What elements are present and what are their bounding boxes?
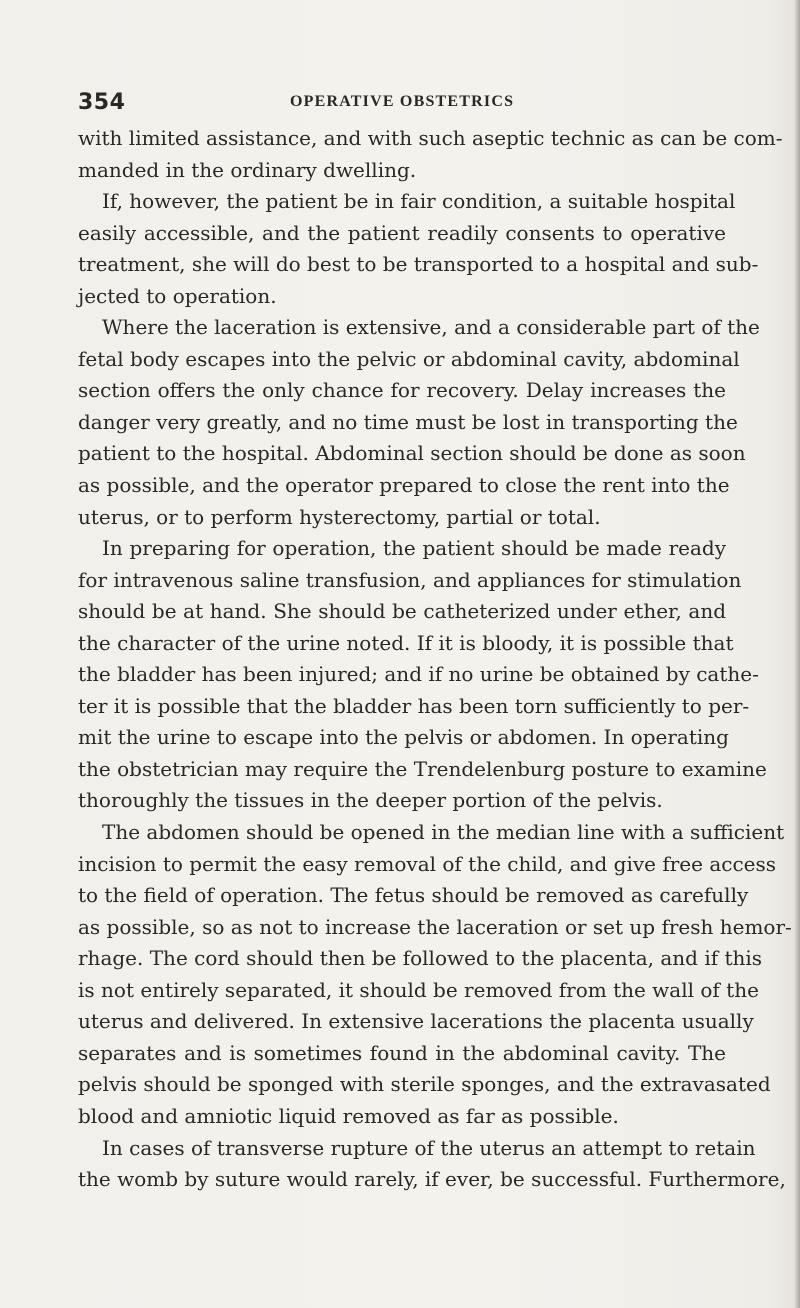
text-line: the obstetrician may require the Trendelenburg posture to examine — [78, 756, 767, 781]
text-line: patient to the hospital. Abdominal section should be done as soon — [78, 441, 746, 466]
text-line: If, however, the patient be in fair condition, a suitable hospital — [102, 189, 736, 214]
text-line: easily accessible, and the patient readily consents to operative — [78, 220, 726, 245]
text-line: ter it is possible that the bladder has been torn sufficiently to per- — [78, 693, 750, 718]
text-line: as possible, and the operator prepared to close the rent into the — [78, 473, 730, 498]
text-line: the character of the urine noted. If it is bloody, it is possible that — [78, 630, 734, 655]
text-line: mit the urine to escape into the pelvis or abdomen. In operating — [78, 725, 729, 750]
text-line: rhage. The cord should then be followed to the placenta, and if this — [78, 946, 763, 971]
text-line: should be at hand. She should be catheterized under ether, and — [78, 599, 726, 624]
text-line: In preparing for operation, the patient should be made ready — [102, 536, 726, 561]
text-line: uterus, or to perform hysterectomy, partial or total. — [78, 504, 601, 529]
text-line: section offers the only chance for recovery. Delay increases the — [78, 378, 726, 403]
text-line: danger very greatly, and no time must be lost in transporting the — [78, 409, 738, 434]
text-line: for intravenous saline transfusion, and appliances for stimulation — [78, 567, 742, 592]
text-line: The abdomen should be opened in the median line with a sufficient — [102, 820, 785, 845]
page-header — [78, 90, 726, 118]
text-line: blood and amniotic liquid removed as far as possible. — [78, 1103, 619, 1128]
text-line: manded in the ordinary dwelling. — [78, 157, 417, 182]
text-line: as possible, so as not to increase the laceration or set up fresh hemor- — [78, 914, 792, 939]
text-line: the womb by suture would rarely, if ever, be successful. Furthermore, — [78, 1167, 786, 1192]
text-line: thoroughly the tissues in the deeper portion of the pelvis. — [78, 788, 663, 813]
text-line: with limited assistance, and with such aseptic technic as can be com- — [78, 126, 783, 150]
page-number: 354 — [78, 90, 126, 115]
page-edge-shadow — [794, 0, 800, 1308]
text-line: uterus and delivered. In extensive lacerations the placenta usually — [78, 1009, 754, 1034]
text-line: fetal body escapes into the pelvic or abdominal cavity, abdominal — [78, 346, 740, 371]
text-line: separates and is sometimes found in the abdominal cavity. The — [78, 1040, 726, 1065]
text-line: Where the laceration is extensive, and a considerable part of the — [102, 315, 760, 340]
text-line: the bladder has been injured; and if no urine be obtained by cathe- — [78, 662, 759, 687]
text-line: jected to operation. — [78, 283, 277, 308]
text-line: incision to permit the easy removal of the child, and give free access — [78, 851, 777, 876]
text-line: In cases of transverse rupture of the uterus an attempt to retain — [102, 1135, 756, 1160]
text-line: treatment, she will do best to be transported to a hospital and sub- — [78, 252, 759, 277]
text-line: is not entirely separated, it should be removed from the wall of the — [78, 977, 759, 1002]
text-line: pelvis should be sponged with sterile sponges, and the extravasated — [78, 1072, 771, 1097]
body-text — [78, 123, 792, 1196]
running-title: OPERATIVE OBSTETRICS — [290, 93, 515, 110]
text-line: to the field of operation. The fetus should be removed as carefully — [78, 883, 749, 908]
